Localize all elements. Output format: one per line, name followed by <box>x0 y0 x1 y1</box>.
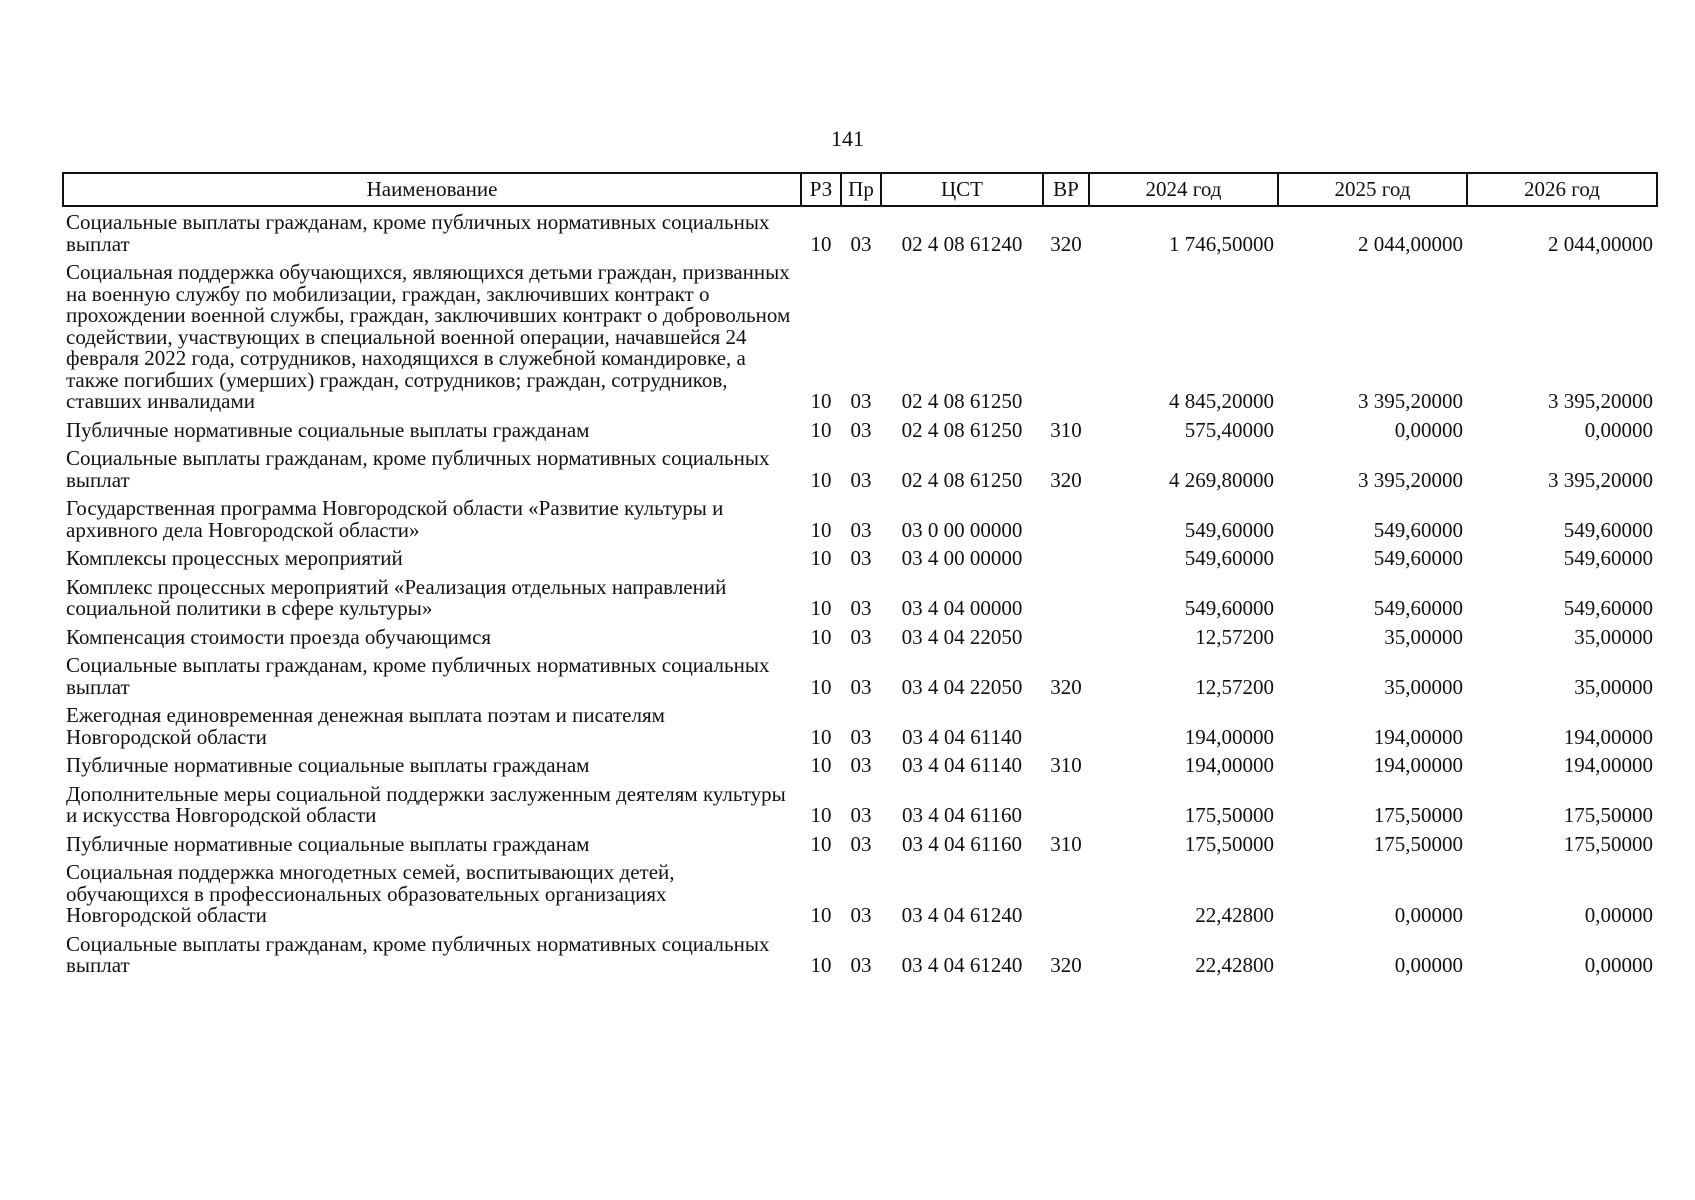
cell-name: Социальные выплаты гражданам, кроме публичных нормативных социальных выплат <box>66 210 770 256</box>
cell-pr: 03 <box>850 467 872 492</box>
cell-vr: 320 <box>1050 467 1082 492</box>
cell-2025: 0,00000 <box>1394 417 1463 442</box>
cell-rz: 10 <box>810 417 832 442</box>
cell-cst: 02 4 08 61250 <box>901 417 1023 442</box>
cell-2025: 175,50000 <box>1373 803 1463 827</box>
cell-rz: 10 <box>810 803 832 827</box>
cell-cst: 02 4 08 61250 <box>901 467 1023 492</box>
cell-vr <box>1043 622 1089 651</box>
cell-2024: 549,60000 <box>1184 546 1274 570</box>
cell-rz: 10 <box>810 389 832 413</box>
cell-2024: 575,40000 <box>1184 417 1274 442</box>
cell-pr: 03 <box>850 803 872 827</box>
cell-2025: 0,00000 <box>1394 953 1463 977</box>
cell-vr: 320 <box>1050 231 1082 256</box>
cell-2026: 35,00000 <box>1574 624 1653 649</box>
cell-rz: 10 <box>810 753 832 777</box>
cell-2026: 175,50000 <box>1563 803 1653 827</box>
cell-2024: 4 845,20000 <box>1169 389 1274 413</box>
table-row <box>63 206 1657 257</box>
cell-2024: 22,42800 <box>1195 953 1274 977</box>
table-row <box>63 257 1657 415</box>
cell-2024: 1 746,50000 <box>1169 231 1274 256</box>
cell-vr: 310 <box>1050 753 1082 777</box>
cell-vr <box>1043 779 1089 829</box>
cell-name: Социальные выплаты гражданам, кроме публичных нормативных социальных выплат <box>66 446 770 492</box>
cell-rz: 10 <box>810 724 832 749</box>
cell-rz: 10 <box>810 231 832 256</box>
header-row <box>63 173 1657 206</box>
cell-rz: 10 <box>810 517 832 542</box>
cell-2024: 175,50000 <box>1184 831 1274 856</box>
cell-name: Комплекс процессных мероприятий «Реализация отдельных направлений социальной политики в сфере культуры» <box>66 574 727 620</box>
cell-2025: 549,60000 <box>1373 596 1463 620</box>
cell-vr <box>1043 700 1089 750</box>
cell-rz: 10 <box>810 953 832 977</box>
cell-2025: 35,00000 <box>1384 624 1463 649</box>
cell-2026: 2 044,00000 <box>1548 231 1653 256</box>
table-body <box>63 206 1657 979</box>
cell-2025: 194,00000 <box>1373 753 1463 777</box>
cell-rz: 10 <box>810 624 832 649</box>
cell-rz: 10 <box>810 674 832 699</box>
cell-vr <box>1043 493 1089 543</box>
cell-name: Государственная программа Новгородской области «Развитие культуры и архивного дела Новгородской области» <box>66 496 724 542</box>
cell-vr: 310 <box>1050 831 1082 856</box>
table-row <box>63 622 1657 651</box>
cell-2026: 0,00000 <box>1584 417 1653 442</box>
table-row <box>63 750 1657 779</box>
cell-vr: 320 <box>1050 674 1082 699</box>
cell-2026: 0,00000 <box>1584 953 1653 977</box>
cell-name: Публичные нормативные социальные выплаты гражданам <box>66 753 590 777</box>
cell-pr: 03 <box>850 903 872 927</box>
cell-pr: 03 <box>850 753 872 777</box>
cell-2025: 35,00000 <box>1384 674 1463 699</box>
cell-cst: 03 4 04 00000 <box>901 596 1023 620</box>
budget-table <box>62 172 1658 979</box>
header-vr: ВР <box>1043 173 1089 206</box>
cell-2025: 0,00000 <box>1394 903 1463 927</box>
cell-cst: 03 4 04 61160 <box>902 803 1022 827</box>
table-row <box>63 543 1657 572</box>
cell-rz: 10 <box>810 903 832 927</box>
cell-2025: 175,50000 <box>1373 831 1463 856</box>
table-row <box>63 650 1657 700</box>
cell-cst: 03 0 00 00000 <box>901 517 1023 542</box>
cell-2024: 194,00000 <box>1184 724 1274 749</box>
cell-2026: 549,60000 <box>1563 517 1653 542</box>
header-name: Наименование <box>63 173 801 206</box>
cell-vr: 320 <box>1050 953 1082 977</box>
cell-2026: 194,00000 <box>1563 724 1653 749</box>
cell-cst: 03 4 04 61240 <box>901 903 1023 927</box>
cell-pr: 03 <box>850 596 872 620</box>
cell-2024: 194,00000 <box>1184 753 1274 777</box>
cell-2024: 22,42800 <box>1195 903 1274 927</box>
cell-name: Социальная поддержка многодетных семей, воспитывающих детей, обучающихся в профессиональных образовательных организациях Новгородской области <box>66 860 675 927</box>
cell-cst: 03 4 04 22050 <box>901 624 1023 649</box>
cell-cst: 03 4 04 22050 <box>901 674 1023 699</box>
page-number: 141 <box>831 126 864 151</box>
cell-cst: 02 4 08 61240 <box>901 231 1023 256</box>
cell-name: Социальная поддержка обучающихся, являющихся детьми граждан, призванных на военную службу по мобилизации, граждан, заключивших контракт о прохождении военной службы, граждан, заключивших контракт о добровольном содействии, участвующих в специальной военной операции, начавшейся 24 февраля 2022 года, сотрудников, находящихся в служебной командировке, а также погибших (умерших) граждан, сотрудников; граждан, сотрудников, ставших инвалидами <box>66 260 791 413</box>
table-row <box>63 572 1657 622</box>
cell-pr: 03 <box>850 389 872 413</box>
cell-2026: 0,00000 <box>1584 903 1653 927</box>
table-row <box>63 829 1657 858</box>
cell-2024: 12,57200 <box>1195 624 1274 649</box>
cell-name: Социальные выплаты гражданам, кроме публичных нормативных социальных выплат <box>66 653 770 699</box>
cell-rz: 10 <box>810 546 832 570</box>
cell-name: Комплексы процессных мероприятий <box>66 546 403 570</box>
cell-cst: 02 4 08 61250 <box>901 389 1023 413</box>
cell-2025: 194,00000 <box>1373 724 1463 749</box>
table-row <box>63 700 1657 750</box>
cell-vr <box>1043 257 1089 415</box>
cell-pr: 03 <box>850 417 872 442</box>
cell-name: Публичные нормативные социальные выплаты гражданам <box>66 417 590 442</box>
cell-2024: 175,50000 <box>1184 803 1274 827</box>
cell-name: Публичные нормативные социальные выплаты гражданам <box>66 831 590 856</box>
cell-name: Компенсация стоимости проезда обучающимся <box>66 624 492 649</box>
table-row <box>63 415 1657 444</box>
header-2024: 2024 год <box>1089 173 1278 206</box>
header-2026: 2026 год <box>1467 173 1657 206</box>
cell-pr: 03 <box>850 546 872 570</box>
cell-2026: 194,00000 <box>1563 753 1653 777</box>
cell-cst: 03 4 04 61140 <box>902 753 1022 777</box>
table-row <box>63 493 1657 543</box>
cell-pr: 03 <box>850 831 872 856</box>
cell-2024: 12,57200 <box>1195 674 1274 699</box>
cell-2024: 549,60000 <box>1184 517 1274 542</box>
cell-2026: 175,50000 <box>1563 831 1653 856</box>
table-header <box>63 173 1657 206</box>
cell-2025: 3 395,20000 <box>1358 467 1463 492</box>
table-row <box>63 779 1657 829</box>
cell-2024: 4 269,80000 <box>1169 467 1274 492</box>
cell-pr: 03 <box>850 953 872 977</box>
cell-name: Ежегодная единовременная денежная выплата поэтам и писателям Новгородской области <box>66 703 665 749</box>
cell-name: Социальные выплаты гражданам, кроме публичных нормативных социальных выплат <box>66 931 770 977</box>
cell-2025: 549,60000 <box>1373 517 1463 542</box>
cell-vr <box>1043 857 1089 929</box>
cell-2026: 3 395,20000 <box>1548 389 1653 413</box>
cell-2025: 3 395,20000 <box>1358 389 1463 413</box>
cell-2025: 549,60000 <box>1373 546 1463 570</box>
cell-vr: 310 <box>1050 417 1082 442</box>
cell-2026: 549,60000 <box>1563 596 1653 620</box>
header-pr: Пр <box>841 173 881 206</box>
header-2025: 2025 год <box>1278 173 1467 206</box>
cell-2024: 549,60000 <box>1184 596 1274 620</box>
cell-rz: 10 <box>810 596 832 620</box>
cell-rz: 10 <box>810 831 832 856</box>
cell-name: Дополнительные меры социальной поддержки заслуженным деятелям культуры и искусства Новгородской области <box>66 781 786 827</box>
table-row <box>63 857 1657 929</box>
cell-cst: 03 4 04 61240 <box>901 953 1023 977</box>
cell-pr: 03 <box>850 624 872 649</box>
cell-cst: 03 4 04 61140 <box>902 724 1022 749</box>
cell-pr: 03 <box>850 517 872 542</box>
header-cst: ЦСТ <box>881 173 1043 206</box>
cell-2026: 549,60000 <box>1563 546 1653 570</box>
header-rz: РЗ <box>801 173 841 206</box>
cell-cst: 03 4 04 61160 <box>902 831 1022 856</box>
cell-vr <box>1043 543 1089 572</box>
table-row <box>63 443 1657 493</box>
table-row <box>63 929 1657 979</box>
cell-2026: 35,00000 <box>1574 674 1653 699</box>
cell-pr: 03 <box>850 674 872 699</box>
cell-2026: 3 395,20000 <box>1548 467 1653 492</box>
cell-vr <box>1043 572 1089 622</box>
cell-cst: 03 4 00 00000 <box>901 546 1023 570</box>
cell-rz: 10 <box>810 467 832 492</box>
cell-2025: 2 044,00000 <box>1358 231 1463 256</box>
cell-pr: 03 <box>850 724 872 749</box>
cell-pr: 03 <box>850 231 872 256</box>
